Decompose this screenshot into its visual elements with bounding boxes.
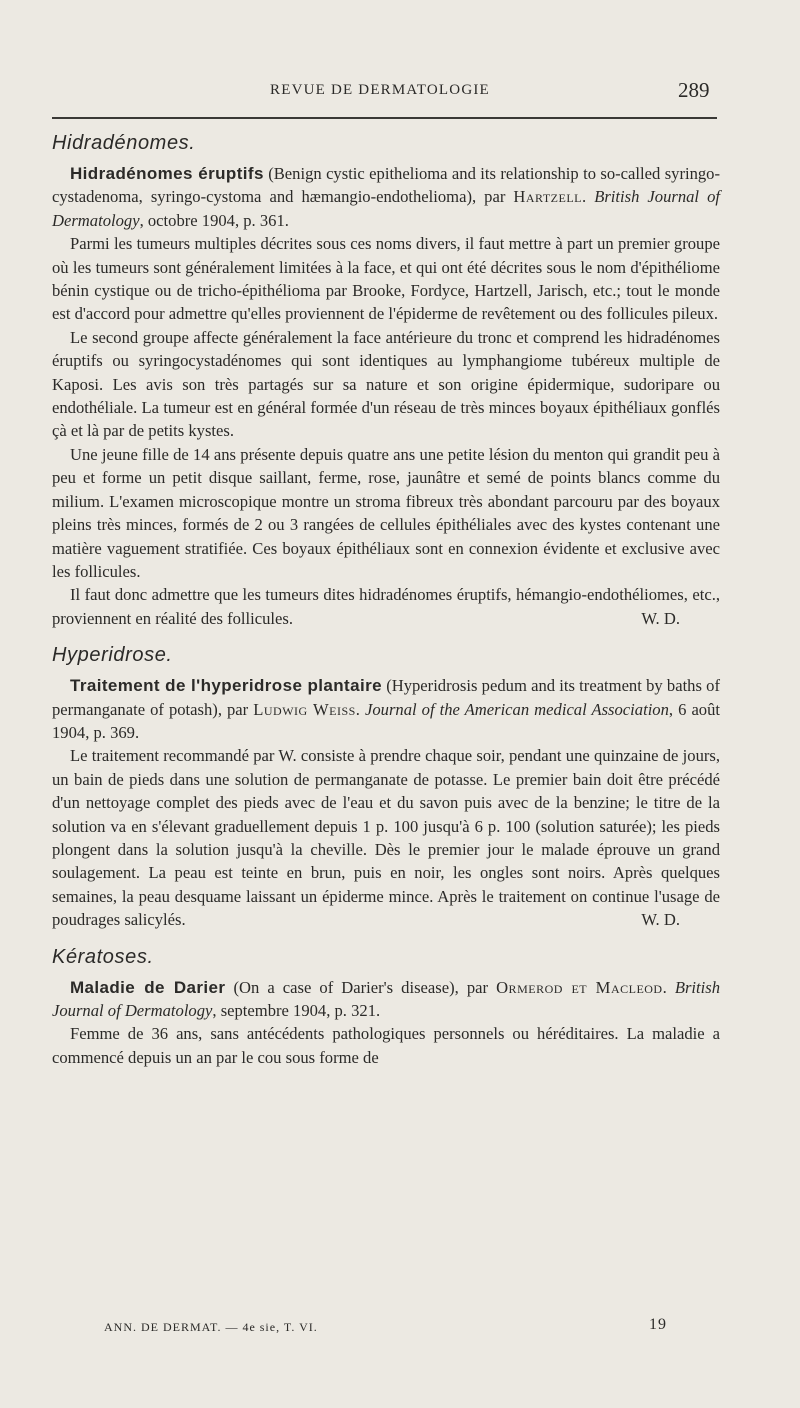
header-rule: [52, 117, 717, 119]
entry-reference: [52, 162, 720, 232]
entry-title: Maladie de Darier: [70, 977, 226, 997]
text-column: [52, 128, 720, 1069]
section-title-keratoses: Kératoses.: [52, 945, 154, 968]
footer-sheet-number: 19: [649, 1316, 667, 1333]
entry-journal: British Journal of Dermatology: [52, 187, 720, 230]
entry-subtitle: (On a case of Darier's disease), par: [225, 977, 497, 997]
entry-author-sep: .: [582, 187, 595, 207]
page-number: 289: [678, 78, 710, 102]
running-title: REVUE DE DERMATOLOGIE: [270, 82, 490, 98]
section-gap: [52, 630, 720, 640]
footer-signature-mark: ANN. DE DERMAT. — 4e sie, T. VI.: [104, 1320, 318, 1334]
entry-author-sep: .: [662, 977, 675, 997]
paragraph-last: [52, 583, 720, 630]
paragraph: Parmi les tumeurs multiples décrites sous ces noms divers, il faut mettre à part un premier groupe où les tumeurs sont généralement limitées à la face, et qui ont été décrites sous le nom d'épithéliome bénin cystique ou de tricho-épithélioma par Brooke, Fordyce, Hartzell, Jarisch, etc.; tout le monde est d'accord pour admettre qu'elles proviennent de l'épiderme de revêtement ou des follicules pileux.: [52, 234, 720, 324]
entry-title: Traitement de l'hyperidrose plantaire: [70, 676, 382, 696]
signature: W. D.: [641, 910, 680, 930]
entry-reference: [52, 976, 720, 1023]
section-title-hyperidrose: Hyperidrose.: [52, 644, 173, 667]
section-title-hidradenomes: Hidradénomes.: [52, 132, 196, 154]
entry-author: Hartzell: [513, 187, 582, 207]
page-footer: [104, 1316, 684, 1338]
entry-ref-tail: , septembre 1904, p. 321.: [212, 1001, 381, 1020]
paragraph-last: [52, 744, 720, 931]
entry-ref-tail: , octobre 1904, p. 361.: [139, 210, 289, 230]
entry-subtitle: (Benign cystic epithelioma and its relationship to so-called syringo-cystadenoma, syringo-cystoma and hæmangio-endothelioma), par: [52, 164, 720, 207]
signature: W. D.: [641, 608, 680, 628]
paragraph-text: Il faut donc admettre que les tumeurs dites hidradénomes éruptifs, hémangio-endothéliomes, etc., proviennent en réalité des follicules.: [52, 585, 720, 628]
section-gap: [52, 932, 720, 942]
entry-reference: [52, 674, 720, 744]
paragraph: Le second groupe affecte généralement la face antérieure du tronc et comprend les hidradénomes éruptifs ou syringocystadénomes qui sont identiques au lymphangiome tubéreux multiple de Kaposi. Les avis son très partagés sur sa nature et son origine épidermique, sudoripare ou endothéliale. La tumeur est en général formée d'un réseau de très minces boyaux épithéliaux gonflés çà et là par de petits kystes.: [52, 327, 720, 441]
entry-journal: Journal of the American medical Association: [365, 699, 669, 719]
paragraph: Femme de 36 ans, sans antécédents pathologiques personnels ou héréditaires. La maladie a commencé depuis un an par le cou sous forme de: [52, 1024, 720, 1067]
running-head: [0, 78, 800, 104]
paragraph-text: Le traitement recommandé par W. consiste à prendre chaque soir, pendant une quinzaine de jours, un bain de pieds dans une solution de permanganate de potasse. Le premier bain doit être précédé d'un nettoyage complet des pieds avec de l'eau et du savon puis avec de la benzine; le titre de la solution va en s'élevant graduellement depuis 1 p. 100 jusqu'à 6 p. 100 (solution saturée); les pieds plongent dans la solution jusqu'à la cheville. Dès le premier jour le malade éprouve un grand soulagement. La peau est teinte en brun, puis en noir, les ongles sont noirs. Après quelques semaines, la peau desquame laissant un épiderme mince. Après le traitement on continue l'usage de poudrages salicylés.: [52, 746, 720, 930]
paragraph: Une jeune fille de 14 ans présente depuis quatre ans une petite lésion du menton qui grandit peu à peu et forme un petit disque saillant, ferme, rose, jaunâtre et semé de points blancs comme du milium. L'examen microscopique montre un stroma fibreux très abondant parcouru par des boyaux pleins très minces, formés de 2 ou 3 rangées de cellules épithéliales avec des kystes contenant une matière vaguement stratifiée. Ces boyaux épithéliaux sont en connexion évidente et exclusive avec les follicules.: [52, 444, 720, 581]
entry-author-sep: .: [355, 699, 365, 719]
entry-ref-tail: , 6 août 1904, p. 369.: [52, 699, 721, 742]
entry-subtitle: (Hyperidrosis pedum and its treatment by baths of permanganate of potash), par: [52, 676, 720, 719]
entry-author: Ludwig Weiss: [253, 699, 356, 719]
entry-journal: British Journal of Dermatology: [52, 977, 721, 1020]
entry-title: Hidradénomes éruptifs: [70, 164, 264, 183]
entry-author: Ormerod et Macleod: [496, 977, 663, 997]
